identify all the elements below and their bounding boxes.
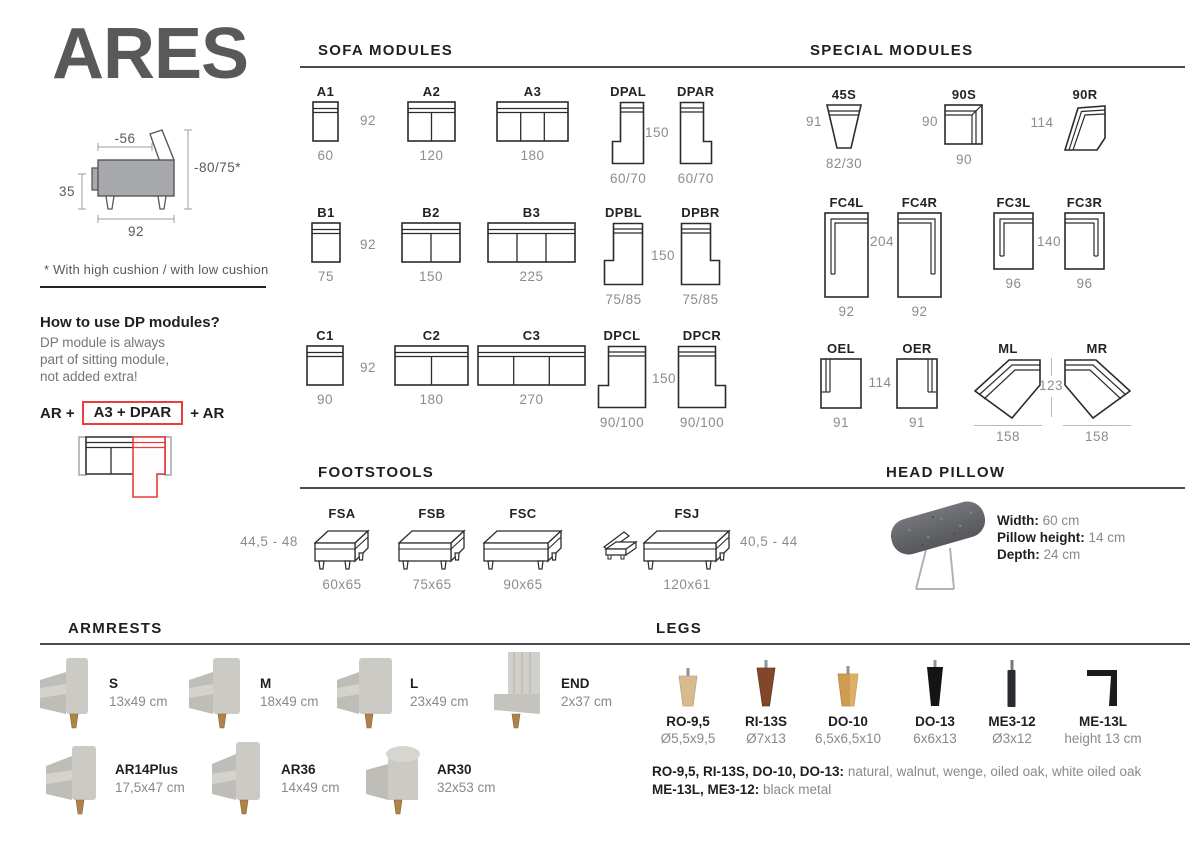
armrest-size: 13x49 cm <box>109 694 168 709</box>
fsj-open-lid-icon <box>602 530 642 560</box>
module-a1 <box>312 84 339 163</box>
module-oel <box>820 341 862 430</box>
spec-value: 14 cm <box>1088 530 1126 545</box>
m-height-line-top <box>1051 358 1052 376</box>
armrest-size: 23x49 cm <box>410 694 469 709</box>
dp-howto-line1: DP module is always <box>40 335 166 350</box>
module-width: 90/100 <box>679 415 725 430</box>
module-width: 180 <box>520 148 545 163</box>
dp-howto-line3: not added extra! <box>40 369 138 384</box>
row-c-seat-height: 92 <box>359 360 377 375</box>
module-label: A2 <box>422 84 441 99</box>
dim-fc4-height: 204 <box>869 234 895 249</box>
module-label: C3 <box>522 328 541 343</box>
leg-do10 <box>810 660 886 746</box>
spec-label: Pillow height: <box>997 530 1085 545</box>
module-90r <box>1059 87 1111 152</box>
module-width: 60/70 <box>610 171 647 186</box>
section-title-special-modules: SPECIAL MODULES <box>810 42 974 59</box>
module-fc4r-diagram <box>897 212 942 298</box>
module-ml-diagram <box>974 358 1042 420</box>
module-oer-diagram <box>896 358 938 409</box>
row-a-dp-height: 150 <box>644 125 670 140</box>
module-label: C2 <box>422 328 441 343</box>
section-title-armrests: ARMRESTS <box>68 620 163 637</box>
leg-me13l <box>1058 660 1148 746</box>
spec-value: 24 cm <box>1043 547 1081 562</box>
section-title-footstools: FOOTSTOOLS <box>318 464 435 481</box>
leg-do13 <box>897 660 973 746</box>
note-bold: ME-13L, ME3-12: <box>652 782 760 797</box>
note-text: natural, walnut, wenge, oiled oak, white oiled oak <box>844 764 1142 779</box>
module-dpbr <box>680 205 721 307</box>
module-b1 <box>311 205 341 284</box>
leg-size: 6,5x6,5x10 <box>814 731 882 746</box>
module-a2 <box>407 84 456 163</box>
footstool-size: 120x61 <box>663 577 711 592</box>
module-dpbr-diagram <box>680 222 721 286</box>
formula-prefix: AR + <box>40 404 75 422</box>
armrest-s <box>34 650 168 730</box>
module-dpcl <box>597 328 647 430</box>
dim-m-height: 123 <box>1038 378 1064 393</box>
module-label: DPBL <box>605 205 642 220</box>
module-label: 45S <box>831 87 857 102</box>
armrest-label: L <box>410 676 419 691</box>
module-width: 150 <box>418 269 444 284</box>
module-a3 <box>496 84 569 163</box>
spec-label: Width: <box>997 513 1039 528</box>
armrest-photo-ar36 <box>206 736 268 816</box>
module-90r-diagram <box>1059 104 1111 152</box>
dim-oe-height: 114 <box>868 375 892 390</box>
module-label: FC4R <box>901 195 938 210</box>
module-width: 60/70 <box>677 171 714 186</box>
footstool-fsj <box>643 506 731 592</box>
footstool-fsj-diagram <box>643 523 731 571</box>
module-label: C1 <box>316 328 334 343</box>
module-width: 90/100 <box>599 415 645 430</box>
m-height-line-bottom <box>1051 397 1052 417</box>
armrest-ar36 <box>206 736 340 816</box>
module-a1-diagram <box>312 101 339 142</box>
footstool-fsa <box>314 506 370 592</box>
module-b1-diagram <box>311 222 341 263</box>
module-c3-diagram <box>477 345 586 386</box>
armrest-photo-ar30 <box>362 736 424 816</box>
formula-suffix: + AR <box>190 404 225 422</box>
formula-boxed: A3 + DPAR <box>82 401 184 425</box>
module-label: DPCL <box>603 328 641 343</box>
leg-label: ME3-12 <box>988 714 1036 729</box>
module-width: 96 <box>1005 276 1022 291</box>
rule-modules <box>300 66 1185 68</box>
module-oer <box>896 341 938 430</box>
section-title-head-pillow: HEAD PILLOW <box>886 464 1006 481</box>
module-width: 270 <box>519 392 544 407</box>
module-dpal <box>610 84 646 186</box>
dim-total-height: -80/75* <box>194 160 242 175</box>
dim-seat-height: 35 <box>58 184 76 199</box>
module-c2 <box>394 328 469 407</box>
module-width: 91 <box>832 415 850 430</box>
leg-size: 6x6x13 <box>913 731 957 746</box>
module-mr-diagram <box>1063 358 1131 420</box>
dp-formula <box>40 401 224 425</box>
module-width: 60 <box>317 148 334 163</box>
module-90s-diagram <box>944 104 984 146</box>
module-width: 92 <box>838 304 855 319</box>
footstool-label: FSJ <box>674 506 700 521</box>
armrest-end <box>486 650 612 730</box>
dim-total-depth: 92 <box>127 224 145 239</box>
leg-ro95 <box>650 660 726 746</box>
leg-size: Ø5,5x9,5 <box>660 731 716 746</box>
module-label: B3 <box>522 205 541 220</box>
leg-label: ME-13L <box>1078 714 1127 729</box>
module-dpcr <box>677 328 727 430</box>
dim-90r-side: 114 <box>1030 115 1054 130</box>
leg-photo-me312 <box>994 660 1030 710</box>
head-pillow-width <box>997 512 1125 529</box>
armrest-photo-s <box>34 650 96 730</box>
module-label: A1 <box>316 84 335 99</box>
module-label: B1 <box>317 205 335 220</box>
module-label: DPAL <box>610 84 647 99</box>
module-dpar <box>677 84 714 186</box>
spec-value: 60 cm <box>1042 513 1080 528</box>
legs-finish-note-1 <box>652 764 1141 779</box>
footstool-size: 90x65 <box>503 577 543 592</box>
section-title-sofa-modules: SOFA MODULES <box>318 42 454 59</box>
armrest-label: AR30 <box>437 762 472 777</box>
module-width: 90 <box>955 152 973 167</box>
dp-howto-title: How to use DP modules? <box>40 314 220 331</box>
module-c1 <box>306 328 344 407</box>
footstool-fsc <box>483 506 563 592</box>
module-width: 75 <box>317 269 335 284</box>
row-b-seat-height: 92 <box>359 237 377 252</box>
armrest-size: 18x49 cm <box>260 694 319 709</box>
module-label: B2 <box>422 205 440 220</box>
armrest-photo-end <box>486 650 548 730</box>
footstool-height-range-left: 44,5 - 48 <box>240 534 298 549</box>
dim-45s-side: 91 <box>805 114 823 129</box>
module-width: 225 <box>519 269 544 284</box>
module-fc4l-diagram <box>824 212 869 298</box>
row-c-dp-height: 150 <box>651 371 677 386</box>
module-width: 75/85 <box>682 292 719 307</box>
cushion-footnote: * With high cushion / with low cushion <box>44 262 269 277</box>
module-width: 82/30 <box>825 156 863 171</box>
spec-label: Depth: <box>997 547 1040 562</box>
legs-finish-note-2 <box>652 782 831 797</box>
leg-label: DO-10 <box>828 714 868 729</box>
armrest-ar14plus <box>40 736 185 816</box>
module-dpcl-diagram <box>597 345 647 409</box>
dim-90s-side: 90 <box>921 114 939 129</box>
module-fc3r-diagram <box>1064 212 1105 270</box>
module-label: 90R <box>1072 87 1098 102</box>
footstool-fsc-diagram <box>483 523 563 571</box>
module-c3 <box>477 328 586 407</box>
module-dpcr-diagram <box>677 345 727 409</box>
module-b2-diagram <box>401 222 461 263</box>
module-fc3r <box>1064 195 1105 291</box>
dim-seat-depth: -56 <box>114 131 136 146</box>
module-fc3l <box>993 195 1034 291</box>
leg-size: Ø7x13 <box>746 731 786 746</box>
brand-logo: ARES <box>52 14 249 94</box>
leg-size: Ø3x12 <box>992 731 1032 746</box>
armrest-size: 2x37 cm <box>561 694 613 709</box>
leg-size: height 13 cm <box>1064 731 1142 746</box>
module-c1-diagram <box>306 345 344 386</box>
module-90s <box>944 87 984 167</box>
footstool-label: FSA <box>328 506 356 521</box>
module-label: ML <box>998 341 1018 356</box>
module-label: FC4L <box>829 195 864 210</box>
dp-howto-line2: part of sitting module, <box>40 352 170 367</box>
dim-fc3-height: 140 <box>1036 234 1062 249</box>
leg-photo-ro95 <box>670 660 706 710</box>
module-mr <box>1063 341 1131 444</box>
module-width: 91 <box>908 415 926 430</box>
module-label: A3 <box>523 84 542 99</box>
module-width: 158 <box>995 429 1021 444</box>
row-b-dp-height: 150 <box>650 248 676 263</box>
module-label: OER <box>902 341 932 356</box>
armrest-l <box>335 650 469 730</box>
armrest-photo-l <box>335 650 397 730</box>
module-fc4r <box>897 195 942 319</box>
armrest-photo-ar14plus <box>40 736 102 816</box>
rule-footstools <box>300 487 1185 489</box>
leg-photo-do10 <box>830 660 866 710</box>
module-width: 120 <box>419 148 444 163</box>
module-b3-diagram <box>487 222 576 263</box>
footnote-rule <box>40 286 266 288</box>
leg-label: RO-9,5 <box>666 714 710 729</box>
module-fc4l <box>824 195 869 319</box>
armrest-size: 17,5x47 cm <box>115 780 185 795</box>
row-a-seat-height: 92 <box>359 113 377 128</box>
head-pillow-height <box>997 529 1125 546</box>
leg-label: RI-13S <box>744 714 788 729</box>
armrest-label: M <box>260 676 272 691</box>
module-fc3l-diagram <box>993 212 1034 270</box>
module-a3-diagram <box>496 101 569 142</box>
module-width: 75/85 <box>605 292 642 307</box>
module-ml <box>974 341 1042 444</box>
footstool-label: FSB <box>418 506 446 521</box>
leg-photo-me13l <box>1083 660 1123 710</box>
module-45s-diagram <box>825 104 863 150</box>
dp-example-diagram <box>75 430 175 502</box>
armrest-label: AR36 <box>281 762 316 777</box>
module-a2-diagram <box>407 101 456 142</box>
module-width: 90 <box>316 392 334 407</box>
footstool-fsa-diagram <box>314 523 370 571</box>
module-width: 96 <box>1076 276 1093 291</box>
note-text: black metal <box>759 782 832 797</box>
module-dpal-diagram <box>611 101 646 165</box>
footstool-height-range-right: 40,5 - 44 <box>740 534 798 549</box>
module-label: MR <box>1086 341 1108 356</box>
module-dpbl-diagram <box>603 222 644 286</box>
module-label: DPCR <box>682 328 722 343</box>
armrest-m <box>185 650 319 730</box>
armrest-label: AR14Plus <box>115 762 179 777</box>
section-title-legs: LEGS <box>656 620 703 637</box>
armrest-size: 32x53 cm <box>437 780 496 795</box>
footstool-size: 75x65 <box>412 577 452 592</box>
footstool-fsb-diagram <box>398 523 466 571</box>
module-45s <box>825 87 863 171</box>
head-pillow-depth <box>997 546 1125 563</box>
armrest-label: END <box>561 676 590 691</box>
module-label: DPAR <box>677 84 715 99</box>
armrest-size: 14x49 cm <box>281 780 340 795</box>
module-width: 180 <box>419 392 444 407</box>
ml-width-line <box>974 425 1042 426</box>
module-width: 158 <box>1084 429 1110 444</box>
armrest-ar30 <box>362 736 496 816</box>
leg-me312 <box>974 660 1050 746</box>
rule-armrests-legs <box>40 643 1190 645</box>
leg-photo-ri13s <box>748 660 784 710</box>
footstool-label: FSC <box>509 506 537 521</box>
footstool-size: 60x65 <box>322 577 362 592</box>
module-label: FC3R <box>1066 195 1103 210</box>
module-dpbl <box>603 205 644 307</box>
mr-width-line <box>1063 425 1131 426</box>
head-pillow-specs <box>997 512 1125 563</box>
module-c2-diagram <box>394 345 469 386</box>
module-label: FC3L <box>996 195 1031 210</box>
leg-label: DO-13 <box>915 714 955 729</box>
armrest-label: S <box>109 676 119 691</box>
armrest-photo-m <box>185 650 247 730</box>
head-pillow-photo <box>886 492 998 600</box>
module-label: DPBR <box>681 205 720 220</box>
module-width: 92 <box>911 304 928 319</box>
note-bold: RO-9,5, RI-13S, DO-10, DO-13: <box>652 764 845 779</box>
module-label: 90S <box>951 87 977 102</box>
module-oel-diagram <box>820 358 862 409</box>
module-b3 <box>487 205 576 284</box>
footstool-fsb <box>398 506 466 592</box>
module-label: OEL <box>827 341 855 356</box>
sofa-side-diagram <box>50 122 265 232</box>
leg-photo-do13 <box>917 660 953 710</box>
module-dpar-diagram <box>678 101 713 165</box>
leg-ri13s <box>728 660 804 746</box>
module-b2 <box>401 205 461 284</box>
